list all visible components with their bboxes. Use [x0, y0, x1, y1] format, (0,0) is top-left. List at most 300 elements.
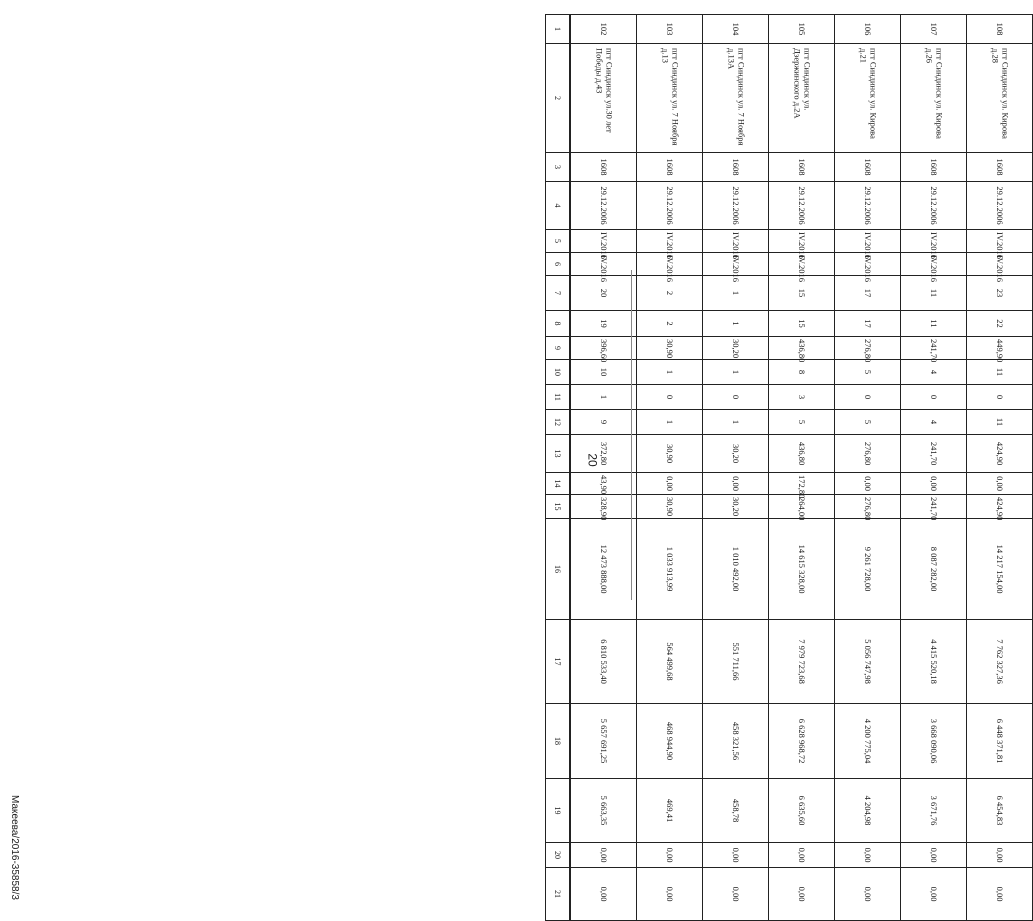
cell-text: IV.2016 [994, 232, 1005, 259]
cell-text: 102 [598, 22, 609, 36]
table-cell [769, 704, 835, 779]
table-cell [901, 182, 967, 230]
cell-text: 30,20 [730, 443, 741, 464]
cell-text: 17 [862, 319, 873, 328]
cell-text: 1608 [862, 158, 873, 176]
cell-text: 3 671,76 [928, 795, 939, 826]
table-cell [901, 620, 967, 704]
table-cell [637, 253, 703, 282]
table-cell [967, 495, 1033, 519]
cell-text: 0,00 [994, 886, 1005, 902]
table-cell [637, 620, 703, 704]
table-cell [835, 410, 901, 435]
cell-text: пгт Синдинск ул. Кирова д.28 [990, 48, 1011, 139]
cell-text: 0,00 [928, 886, 939, 902]
cell-text: 4 [928, 369, 939, 375]
cell-text: 43,90 [598, 475, 609, 495]
table-cell [769, 495, 835, 519]
table-cell [570, 153, 637, 182]
table-cell [967, 843, 1033, 868]
cell-text: 14 217 154,00 [994, 544, 1005, 594]
table-cell [835, 435, 901, 473]
cell-text: 104 [730, 22, 741, 36]
table-cell [769, 311, 835, 337]
table-cell [769, 473, 835, 499]
table-cell [637, 519, 703, 620]
table-cell [901, 337, 967, 363]
cell-text: 0,00 [664, 476, 675, 491]
cell-text: 5 [796, 419, 807, 425]
table-cell [901, 843, 967, 868]
cell-text: 17 [862, 288, 873, 298]
table-cell [835, 385, 901, 410]
column-number-cell [546, 253, 570, 276]
cell-text: 0,00 [664, 847, 675, 863]
cell-text: 29.12.2006 [994, 186, 1005, 225]
table-cell [967, 182, 1033, 230]
table-cell [769, 253, 835, 282]
table-cell [835, 337, 901, 363]
column-number-cell [546, 843, 570, 868]
table-cell [570, 182, 637, 230]
cell-text: 1608 [730, 158, 741, 176]
table-cell [703, 15, 769, 44]
table-row [769, 15, 835, 921]
table-cell [835, 253, 901, 282]
cell-text: 7 979 723,68 [796, 639, 807, 684]
cell-text: IV.2016 [928, 232, 939, 259]
table-cell [703, 385, 769, 410]
cell-text: 3 668 090,06 [928, 718, 939, 764]
cell-text: 11 [994, 417, 1005, 427]
column-number-cell [546, 868, 570, 921]
table-cell [570, 868, 637, 921]
cell-text: 9 [598, 419, 609, 425]
cell-text: 1608 [994, 158, 1005, 176]
cell-text: 0,00 [994, 847, 1005, 863]
table-cell [703, 435, 769, 473]
table-cell [769, 230, 835, 259]
cell-text: 11 [928, 288, 939, 298]
table-cell [967, 620, 1033, 704]
table-cell [703, 868, 769, 921]
cell-text: пгт Синдинск ул.30 лет Победы д.43 [594, 48, 615, 133]
cell-text: 20 [598, 288, 609, 298]
column-number-cell [546, 153, 570, 182]
cell-text: 0 [994, 394, 1005, 400]
cell-text: 30,20 [730, 497, 741, 517]
cell-text: 11 [994, 367, 1005, 377]
column-number-cell [546, 230, 570, 253]
document-stamp: Макеева/2016-35858/3 [8, 795, 20, 900]
cell-text: 436,80 [796, 339, 807, 363]
column-number-row [546, 15, 570, 921]
cell-text: 29.12.2006 [730, 186, 741, 225]
cell-text: 5 663,35 [598, 795, 609, 826]
cell-text: 23 [994, 288, 1005, 298]
cell-text: 241,70 [928, 441, 939, 466]
cell-text: IV.2016 [730, 255, 741, 282]
table-cell [967, 473, 1033, 495]
cell-text: 106 [862, 22, 873, 36]
cell-text: 29.12.2006 [862, 186, 873, 225]
table-cell [835, 620, 901, 704]
table-cell [901, 360, 967, 385]
cell-text: IV.2016 [862, 232, 873, 259]
table-cell [901, 868, 967, 921]
table-cell [769, 843, 835, 868]
table-cell [703, 519, 769, 620]
cell-text: 6 628 968,72 [796, 718, 807, 764]
table-row [703, 15, 769, 921]
table-cell [967, 385, 1033, 410]
column-number-text: 9 [552, 346, 562, 350]
table-cell [901, 253, 967, 282]
table-cell [901, 779, 967, 843]
table-cell [769, 360, 835, 385]
table-cell [570, 253, 637, 282]
table-cell [967, 704, 1033, 779]
cell-text: 30,20 [730, 339, 741, 359]
column-number-cell [546, 473, 570, 495]
cell-text: 0,00 [862, 476, 873, 491]
cell-text: 15 [796, 319, 807, 328]
table-cell [703, 704, 769, 779]
table-cell [967, 153, 1033, 182]
table-cell [570, 519, 637, 620]
table-cell [703, 410, 769, 435]
cell-text: 449,90 [994, 339, 1005, 363]
cell-text: 5 056 747,98 [862, 639, 873, 684]
table-cell [835, 360, 901, 385]
cell-text: 328,90 [598, 497, 609, 521]
column-number-cell [546, 435, 570, 473]
table-cell [967, 360, 1033, 385]
cell-text: IV.2016 [730, 232, 741, 259]
address-cell [835, 44, 901, 153]
table-cell [637, 230, 703, 259]
cell-text: 6 454,83 [994, 795, 1005, 826]
table-cell [703, 182, 769, 230]
cell-text: 30,90 [664, 443, 675, 464]
table-cell [835, 182, 901, 230]
cell-text: IV.2016 [796, 232, 807, 259]
page-number: 20 [585, 453, 600, 467]
cell-text: 1 [664, 369, 675, 375]
table-cell [637, 473, 703, 495]
table-cell [769, 620, 835, 704]
table-cell [570, 360, 637, 385]
table-cell [703, 311, 769, 337]
table-cell [835, 473, 901, 495]
cell-text: 6 448 371,81 [994, 718, 1005, 764]
cell-text: 1608 [928, 158, 939, 176]
cell-text: 30,90 [664, 339, 675, 359]
cell-text: 424,90 [994, 497, 1005, 521]
address-cell [637, 44, 703, 153]
cell-text: 29.12.2006 [598, 186, 609, 225]
cell-text: 12 473 888,00 [598, 544, 609, 594]
cell-text: 1608 [796, 158, 807, 176]
cell-text: 9 261 728,00 [862, 546, 873, 592]
address-cell [703, 44, 769, 153]
table-cell [835, 519, 901, 620]
cell-text: 1 [730, 290, 741, 296]
table-cell [570, 473, 637, 495]
address-cell [967, 44, 1033, 153]
column-number-text: 7 [552, 291, 562, 295]
cell-text: 1 [730, 369, 741, 375]
cell-text: 105 [796, 22, 807, 36]
cell-text: 241,70 [928, 339, 939, 363]
table-cell [835, 311, 901, 337]
cell-text: 1 [730, 321, 741, 326]
table-row [637, 15, 703, 921]
table-cell [703, 360, 769, 385]
table-cell [835, 495, 901, 519]
table-cell [901, 435, 967, 473]
cell-text: 436,80 [796, 441, 807, 466]
table-cell [570, 230, 637, 259]
cell-text: 11 [928, 319, 939, 328]
column-number-text: 17 [552, 657, 562, 666]
column-number-cell [546, 410, 570, 435]
table-cell [570, 495, 637, 519]
cell-text: 14 615 328,00 [796, 544, 807, 594]
cell-text: 458 321,56 [730, 721, 741, 761]
cell-text: 1 010 492,00 [730, 546, 741, 592]
column-number-cell [546, 495, 570, 519]
table-cell [967, 410, 1033, 435]
cell-text: 8 087 282,00 [928, 546, 939, 592]
cell-text: 276,80 [862, 497, 873, 521]
cell-text: пгт Синдинск ул. 7 Ноября д.13 [660, 48, 681, 146]
cell-text: 0 [928, 394, 939, 400]
cell-text: 2 [664, 290, 675, 296]
column-number-cell [546, 182, 570, 230]
table-cell [637, 153, 703, 182]
table-cell [637, 337, 703, 360]
cell-text: 458,78 [730, 798, 741, 823]
cell-text: 0,00 [664, 886, 675, 902]
column-number-cell [546, 385, 570, 410]
table-cell [835, 779, 901, 843]
document-table-container [57, 14, 1011, 902]
table-cell [769, 410, 835, 435]
table-cell [901, 473, 967, 495]
table-row [570, 15, 637, 921]
table-cell [570, 311, 637, 337]
address-cell [570, 44, 637, 153]
cell-text: 1 [664, 419, 675, 425]
column-number-text: 11 [552, 393, 562, 401]
column-number-cell [546, 44, 570, 153]
cell-text: 469,41 [664, 798, 675, 823]
cell-text: 264,00 [796, 497, 807, 521]
cell-text: 0 [730, 394, 741, 400]
table-cell [901, 230, 967, 259]
cell-text: IV.2016 [796, 255, 807, 282]
table-cell [570, 435, 637, 473]
table-cell [637, 15, 703, 44]
column-number-text: 13 [552, 449, 562, 458]
column-number-text: 1 [552, 27, 562, 31]
cell-text: 22 [994, 319, 1005, 328]
cell-text: 5 [862, 369, 873, 375]
cell-text: 7 762 327,36 [994, 639, 1005, 684]
column-number-cell [546, 15, 570, 44]
cell-text: 276,80 [862, 441, 873, 466]
table-cell [637, 410, 703, 435]
table-cell [769, 868, 835, 921]
cell-text: 107 [928, 22, 939, 36]
cell-text: 19 [598, 319, 609, 328]
table-cell [901, 519, 967, 620]
table-cell [570, 779, 637, 843]
table-cell [570, 620, 637, 704]
column-number-text: 21 [552, 890, 562, 898]
table-cell [703, 779, 769, 843]
table-cell [967, 779, 1033, 843]
cell-text: IV.2016 [862, 255, 873, 282]
cell-text: 4 [928, 419, 939, 425]
table-cell [769, 15, 835, 44]
cell-text: 396,60 [598, 339, 609, 363]
table-cell [967, 519, 1033, 620]
cell-text: IV.2016 [598, 232, 609, 259]
cell-text: 29.12.2006 [928, 186, 939, 225]
cell-text: 0,00 [598, 886, 609, 902]
column-number-text: 16 [552, 565, 562, 573]
table-cell [637, 182, 703, 230]
table-cell [769, 385, 835, 410]
table-cell [637, 868, 703, 921]
cell-text: 424,90 [994, 441, 1005, 466]
cell-text: 0 [862, 394, 873, 400]
column-number-text: 12 [552, 418, 562, 426]
cell-text: 0 [664, 394, 675, 400]
table-cell [703, 473, 769, 495]
cell-text: 5 657 691,25 [598, 718, 609, 764]
table-cell [835, 843, 901, 868]
column-number-text: 3 [552, 165, 562, 169]
cell-text: 29.12.2006 [664, 186, 675, 225]
table-cell [703, 620, 769, 704]
cell-text: 1 [730, 419, 741, 425]
cell-text: 108 [994, 22, 1005, 36]
table-cell [835, 868, 901, 921]
address-cell [901, 44, 967, 153]
table-cell [901, 153, 967, 182]
table-cell [637, 385, 703, 410]
column-number-text: 20 [552, 851, 562, 859]
table-cell [703, 230, 769, 259]
cell-text: IV.2016 [664, 232, 675, 259]
table-cell [637, 311, 703, 337]
cell-text: 4 415 520,18 [928, 639, 939, 684]
cell-text: IV.2016 [598, 255, 609, 282]
cell-text: 1608 [598, 158, 609, 176]
cell-text: 1608 [664, 158, 675, 176]
column-number-text: 10 [552, 368, 562, 376]
column-number-text: 2 [552, 96, 562, 100]
table-cell [967, 435, 1033, 473]
table-cell [967, 15, 1033, 44]
column-number-text: 14 [552, 479, 562, 488]
table-cell [703, 337, 769, 360]
cell-text: 0,00 [796, 847, 807, 863]
cell-text: 6 635,60 [796, 795, 807, 826]
table-cell [637, 360, 703, 385]
column-number-cell [546, 519, 570, 620]
cell-text: 4 204,98 [862, 795, 873, 826]
cell-text: 172,80 [796, 475, 807, 499]
cell-text: 0,00 [796, 886, 807, 902]
table-cell [769, 337, 835, 363]
table-cell [967, 337, 1033, 363]
table-cell [637, 779, 703, 843]
cell-text: 3 [796, 394, 807, 400]
cell-text: 4 200 775,04 [862, 718, 873, 764]
table-cell [967, 868, 1033, 921]
cell-text: 5 [862, 419, 873, 425]
table-cell [769, 779, 835, 843]
cell-text: пгт Синдинск ул. Кирова д.21 [858, 48, 879, 139]
cell-text: 0,00 [928, 847, 939, 863]
table-cell [769, 182, 835, 230]
column-number-cell [546, 704, 570, 779]
cell-text: 103 [664, 22, 675, 36]
cell-text: IV.2016 [994, 255, 1005, 282]
cell-text: пгт Синдинск ул. 7 Ноября д.13А [726, 48, 747, 146]
cell-text: 372,80 [598, 441, 609, 466]
table-cell [703, 253, 769, 282]
cell-text: IV.2016 [928, 255, 939, 282]
table-row [835, 15, 901, 921]
column-number-cell [546, 360, 570, 385]
table-cell [967, 230, 1033, 259]
column-number-cell [546, 779, 570, 843]
table-cell [835, 153, 901, 182]
table-cell [901, 385, 967, 410]
table-cell [901, 311, 967, 337]
column-number-cell [546, 311, 570, 337]
cell-text: 468 944,90 [664, 721, 675, 761]
cell-text: 0,00 [994, 476, 1005, 491]
cell-text: 8 [796, 369, 807, 375]
table-row [967, 15, 1033, 921]
cell-text: 564 499,68 [664, 642, 675, 681]
column-number-text: 8 [552, 321, 562, 326]
table-cell [637, 495, 703, 519]
cell-text: 0,00 [862, 847, 873, 863]
cell-text: 0,00 [730, 476, 741, 491]
cell-text: IV.2016 [664, 255, 675, 282]
table-cell [703, 495, 769, 519]
table-cell [637, 843, 703, 868]
table-cell [967, 253, 1033, 282]
table-cell [769, 519, 835, 620]
table-cell [570, 843, 637, 868]
table-cell [703, 153, 769, 182]
table-cell [769, 153, 835, 182]
table-cell [637, 704, 703, 779]
cell-text: 1 [598, 394, 609, 400]
column-number-text: 19 [552, 806, 562, 815]
table-cell [901, 704, 967, 779]
cell-text: 0,00 [598, 847, 609, 863]
cell-text: 0,00 [730, 886, 741, 902]
